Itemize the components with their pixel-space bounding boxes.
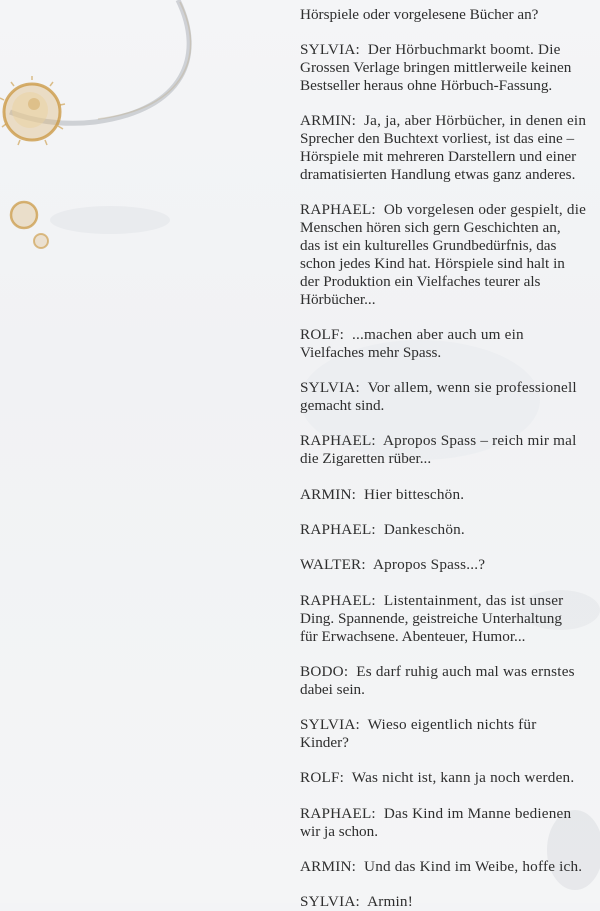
dialogue-line: Hörbücher... — [300, 291, 376, 308]
dialogue-line: SYLVIA: Wieso eigentlich nichts für — [300, 716, 537, 733]
dialogue-line: Sprecher den Buchtext vorliest, ist das eine – — [300, 130, 575, 147]
dialogue-line: Kinder? — [300, 734, 349, 751]
dialogue-line: die Zigaretten rüber... — [300, 450, 432, 467]
dialogue-line: ARMIN: Hier bitteschön. — [300, 486, 465, 503]
dialogue-line: ARMIN: Und das Kind im Weibe, hoffe ich. — [300, 858, 583, 875]
dialogue-line: RAPHAEL: Dankeschön. — [300, 521, 465, 538]
dialogue-line: Bestseller heraus ohne Hörbuch-Fassung. — [300, 77, 553, 94]
dialogue-line: das ist ein kulturelles Grundbedürfnis, das — [300, 237, 557, 254]
dialogue-line: RAPHAEL: Ob vorgelesen oder gespielt, die — [300, 201, 587, 218]
dialogue-line: Menschen hören sich gern Geschichten an, — [300, 219, 561, 236]
dialogue-line: der Produktion ein Vielfaches teurer als — [300, 273, 541, 290]
dialogue-line: Ding. Spannende, geistreiche Unterhaltung — [300, 610, 562, 627]
dialogue-line: RAPHAEL: Das Kind im Manne bedienen — [300, 805, 572, 822]
dialogue-line: dabei sein. — [300, 681, 365, 698]
dialogue-line: Hörspiele mit mehreren Darstellern und einer — [300, 148, 577, 165]
dialogue-line: ROLF: ...machen aber auch um ein — [300, 326, 524, 343]
dialogue-line: Vielfaches mehr Spass. — [300, 344, 442, 361]
dialogue-line: ARMIN: Ja, ja, aber Hörbücher, in denen ein — [300, 112, 587, 129]
dialogue-line: ROLF: Was nicht ist, kann ja noch werden. — [300, 769, 575, 786]
dialogue-line: RAPHAEL: Listentainment, das ist unser — [300, 592, 564, 609]
dialogue-line: SYLVIA: Armin! — [300, 893, 413, 910]
dialogue-line: dramatisierten Handlung etwas ganz anderes. — [300, 166, 576, 183]
dialogue-line: WALTER: Apropos Spass...? — [300, 556, 486, 573]
dialogue-line: BODO: Es darf ruhig auch mal was ernstes — [300, 663, 575, 680]
dialogue-line: wir ja schon. — [300, 823, 379, 840]
dialogue-line: Grossen Verlage bringen mittlerweile keinen — [300, 59, 572, 76]
dialogue-line: gemacht sind. — [300, 397, 385, 414]
dialogue-line: für Erwachsene. Abenteuer, Humor... — [300, 628, 526, 645]
dialogue-line: SYLVIA: Vor allem, wenn sie professionell — [300, 379, 577, 396]
script-line: Hörspiele oder vorgelesene Bücher an? — [300, 6, 539, 23]
dialogue-line: RAPHAEL: Apropos Spass – reich mir mal — [300, 432, 577, 449]
dialogue-line: schon jedes Kind hat. Hörspiele sind halt in — [300, 255, 565, 272]
dialogue-line: SYLVIA: Der Hörbuchmarkt boomt. Die — [300, 41, 561, 58]
